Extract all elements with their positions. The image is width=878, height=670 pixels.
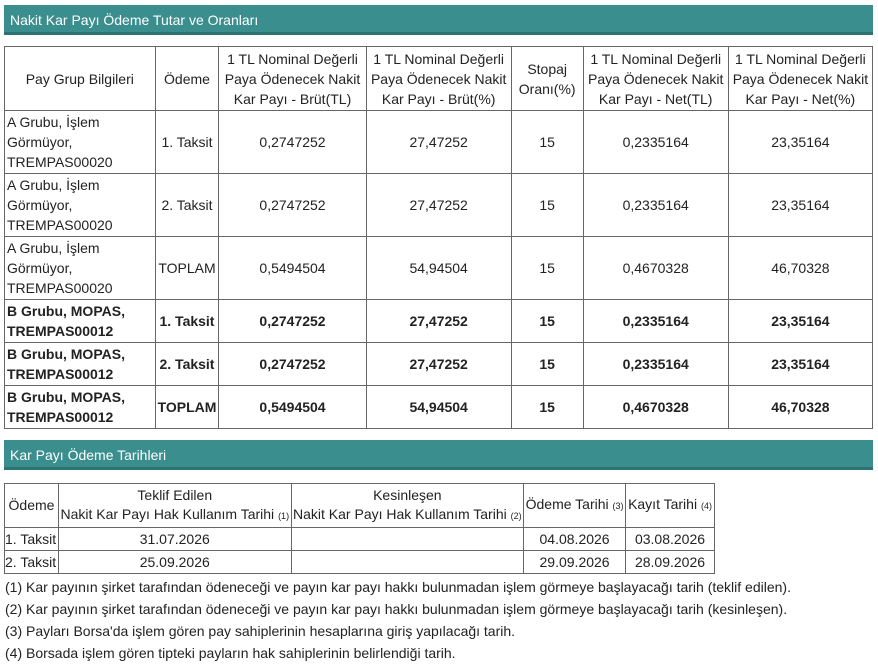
cell-payment: TOPLAM [155,386,219,429]
footnote: (3) Payları Borsa'da işlem gören pay sahiplerinin hesaplarına giriş yapılacağı tarih. [5,623,516,639]
header-text: Ödeme Tarihi [525,496,609,512]
cell-proposed-date: 25.09.2026 [58,551,291,574]
col-header-net-tl: 1 TL Nominal Değerli Paya Ödenecek Nakit Kar Payı - Net(TL) [583,47,728,111]
section-header-dates [4,440,873,470]
footnotes [5,576,791,664]
header-text: Ödeme [8,497,55,513]
cell-payment: TOPLAM [155,237,219,300]
section-title: Nakit Kar Payı Ödeme Tutar ve Oranları [10,12,259,28]
table-row [5,174,873,237]
cell-withholding: 15 [511,111,583,174]
cell-gross-tl: 0,5494504 [219,237,366,300]
cell-gross-pct: 27,47252 [366,174,511,237]
header-text: Kayıt Tarihi [628,496,698,512]
cell-record-date: 03.08.2026 [626,528,715,551]
cell-withholding: 15 [511,174,583,237]
cell-group: A Grubu, İşlem Görmüyor, TREMPAS00020 [5,111,156,174]
cell-group: B Grubu, MOPAS, TREMPAS00012 [5,386,156,429]
cell-gross-pct: 27,47252 [366,343,511,386]
col-header-proposed-date [58,484,291,528]
cell-record-date: 28.09.2026 [626,551,715,574]
table-row [5,343,873,386]
cell-payment: 1. Taksit [155,111,219,174]
section-title: Kar Payı Ödeme Tarihleri [10,447,167,463]
footnote-ref: (4) [700,501,712,511]
cell-net-tl: 0,4670328 [583,386,728,429]
table-row [5,551,715,574]
col-header-withholding: Stopaj Oranı(%) [511,47,583,111]
cell-net-pct: 23,35164 [728,174,872,237]
col-header-gross-pct: 1 TL Nominal Değerli Paya Ödenecek Nakit Kar Payı - Brüt(%) [366,47,511,111]
cell-proposed-date: 31.07.2026 [58,528,291,551]
col-header-group: Pay Grup Bilgileri [5,47,156,111]
cell-payment: 1. Taksit [5,528,59,551]
col-header-gross-tl: 1 TL Nominal Değerli Paya Ödenecek Nakit Kar Payı - Brüt(TL) [219,47,366,111]
cell-withholding: 15 [511,237,583,300]
col-header-payment: Ödeme [155,47,219,111]
cell-gross-tl: 0,2747252 [219,343,366,386]
col-header-final-date [291,484,524,528]
cell-payment: 2. Taksit [5,551,59,574]
cell-gross-pct: 27,47252 [366,300,511,343]
cell-group: A Grubu, İşlem Görmüyor, TREMPAS00020 [5,174,156,237]
table-row [5,300,873,343]
cell-net-pct: 46,70328 [728,237,872,300]
cell-gross-pct: 54,94504 [366,386,511,429]
cell-withholding: 15 [511,300,583,343]
footnote-ref: (2) [510,510,522,521]
cell-withholding: 15 [511,386,583,429]
cell-net-tl: 0,4670328 [583,237,728,300]
cell-group: B Grubu, MOPAS, TREMPAS00012 [5,300,156,343]
cell-payment: 2. Taksit [155,343,219,386]
header-text: Nakit Kar Payı Hak Kullanım Tarihi [60,505,275,522]
table-row [5,386,873,429]
cell-gross-tl: 0,2747252 [219,174,366,237]
cell-payment: 1. Taksit [155,300,219,343]
col-header-payment [5,484,59,528]
table-row [5,111,873,174]
footnote-ref: (1) [278,510,290,521]
dividend-amounts-table [4,46,873,429]
header-text: Kesinleşen [373,486,442,503]
cell-net-pct: 46,70328 [728,386,872,429]
cell-pay-date: 29.09.2026 [524,551,626,574]
table-row [5,237,873,300]
cell-gross-pct: 27,47252 [366,111,511,174]
cell-gross-tl: 0,5494504 [219,386,366,429]
cell-net-tl: 0,2335164 [583,174,728,237]
cell-net-tl: 0,2335164 [583,300,728,343]
header-text: Teklif Edilen [137,486,213,503]
footnote: (2) Kar payının şirket tarafından ödeneceği ve payın kar payı hakkı bulunmadan işlem görmeye başlayacağı tarih (kesinleşen). [5,601,788,617]
footnote-ref: (3) [612,501,624,511]
table-header-row [5,47,873,111]
cell-final-date [291,551,524,574]
section-header-amounts [4,5,873,35]
cell-group: B Grubu, MOPAS, TREMPAS00012 [5,343,156,386]
cell-net-pct: 23,35164 [728,111,872,174]
cell-net-pct: 23,35164 [728,343,872,386]
cell-gross-pct: 54,94504 [366,237,511,300]
footnote: (1) Kar payının şirket tarafından ödeneceği ve payın kar payı hakkı bulunmadan işlem görmeye başlayacağı tarih (teklif edilen). [5,579,791,595]
cell-payment: 2. Taksit [155,174,219,237]
table-header-row [5,484,715,528]
col-header-record-date [626,484,715,528]
cell-net-pct: 23,35164 [728,300,872,343]
header-text: Nakit Kar Payı Hak Kullanım Tarihi [293,505,507,522]
cell-withholding: 15 [511,343,583,386]
cell-gross-tl: 0,2747252 [219,300,366,343]
col-header-pay-date [524,484,626,528]
footnote: (4) Borsada işlem gören tipteki payların hak sahiplerinin belirlendiği tarih. [5,645,456,661]
cell-gross-tl: 0,2747252 [219,111,366,174]
dividend-dates-table [4,483,715,574]
cell-group: A Grubu, İşlem Görmüyor, TREMPAS00020 [5,237,156,300]
col-header-net-pct: 1 TL Nominal Değerli Paya Ödenecek Nakit Kar Payı - Net(%) [728,47,872,111]
cell-pay-date: 04.08.2026 [524,528,626,551]
cell-net-tl: 0,2335164 [583,343,728,386]
table-row [5,528,715,551]
cell-net-tl: 0,2335164 [583,111,728,174]
cell-final-date [291,528,524,551]
